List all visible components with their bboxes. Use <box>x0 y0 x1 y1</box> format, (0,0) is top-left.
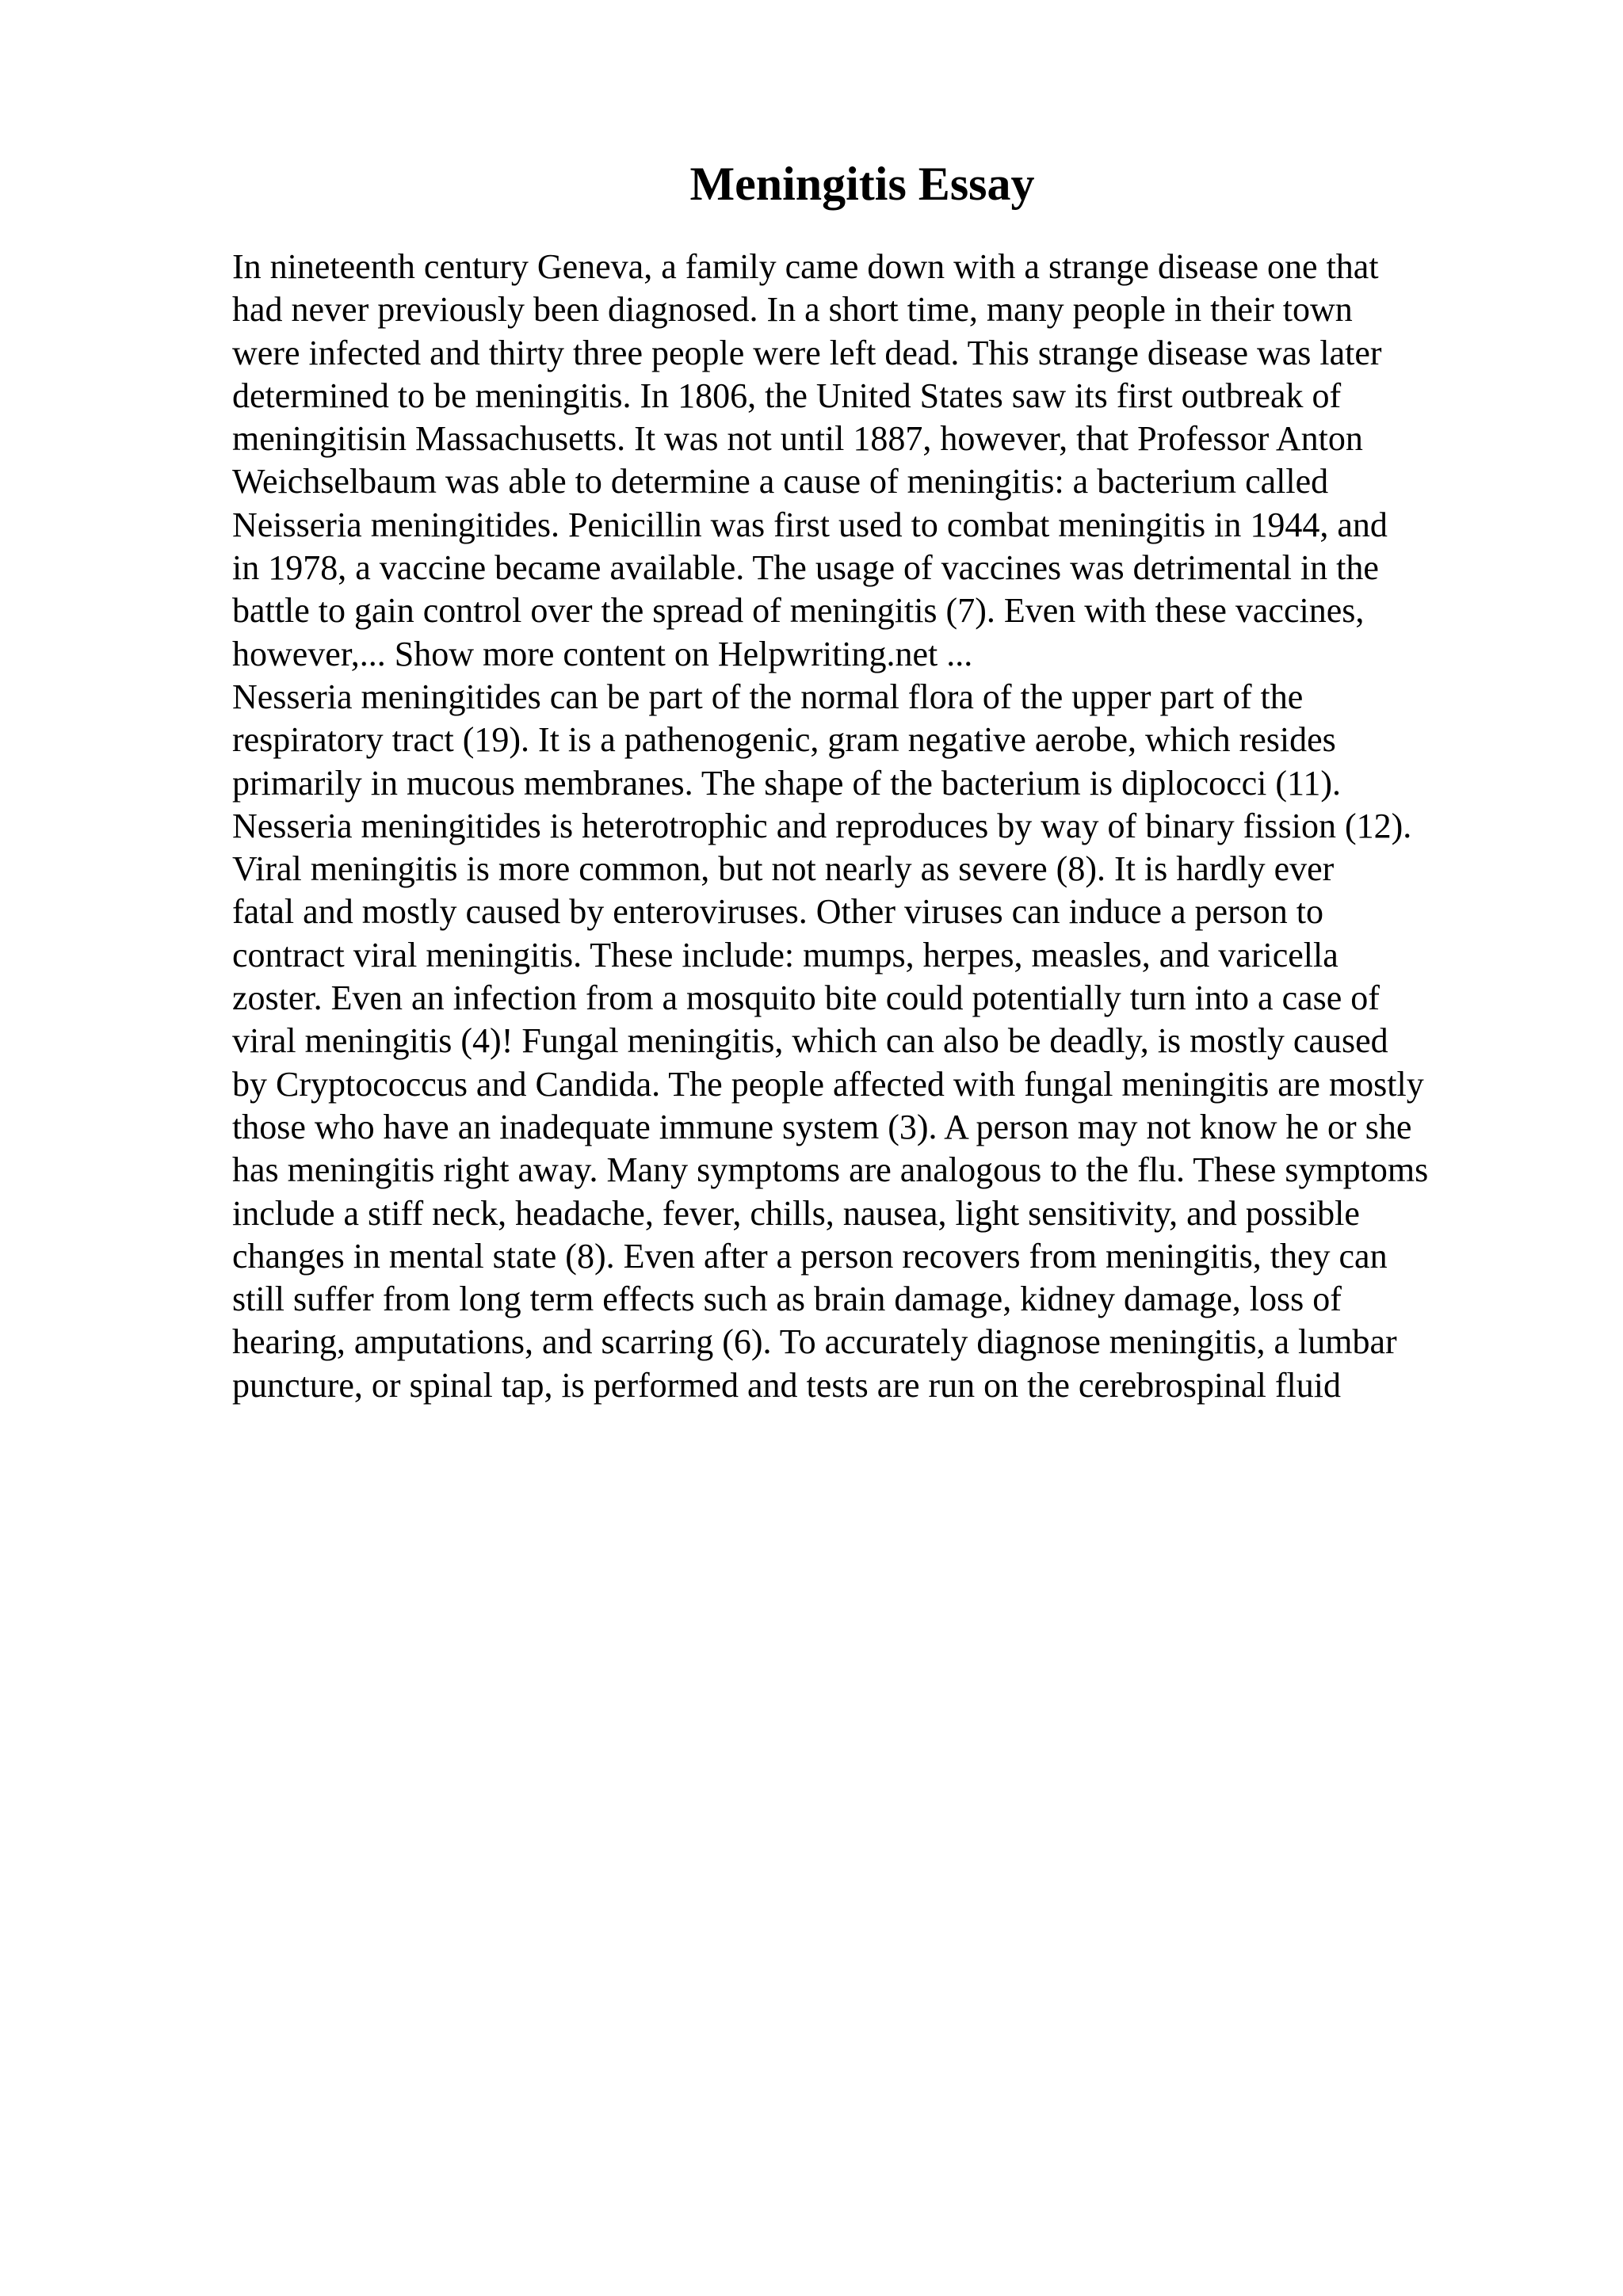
text-line: hearing, amputations, and scarring (6). To accurately diagnose meningitis, a lumbar <box>232 1322 1397 1362</box>
text-line: Neisseria meningitides. Penicillin was first used to combat meningitis in 1944, and <box>232 505 1388 544</box>
text-line: changes in mental state (8). Even after a person recovers from meningitis, they can <box>232 1236 1388 1276</box>
text-line: battle to gain control over the spread of meningitis (7). Even with these vaccines, <box>232 591 1365 631</box>
text-line: Nesseria meningitides can be part of the normal flora of the upper part of the <box>232 677 1304 716</box>
text-line: had never previously been diagnosed. In a short time, many people in their town <box>232 290 1353 330</box>
text-line: Weichselbaum was able to determine a cause of meningitis: a bacterium called <box>232 462 1329 502</box>
text-line: zoster. Even an infection from a mosquito bite could potentially turn into a case of <box>232 978 1380 1018</box>
text-line: by Cryptococcus and Candida. The people affected with fungal meningitis are mostly <box>232 1064 1424 1104</box>
essay-body <box>232 246 1595 1407</box>
text-line: include a stiff neck, headache, fever, chills, nausea, light sensitivity, and possible <box>232 1193 1360 1233</box>
text-line: fatal and mostly caused by enteroviruses. Other viruses can induce a person to <box>232 892 1324 932</box>
text-line: Nesseria meningitides is heterotrophic and reproduces by way of binary fission (12). <box>232 806 1412 845</box>
text-line: still suffer from long term effects such as brain damage, kidney damage, loss of <box>232 1280 1342 1319</box>
text-line: primarily in mucous membranes. The shape of the bacterium is diplococci (11). <box>232 763 1342 803</box>
text-line: Viral meningitis is more common, but not nearly as severe (8). It is hardly ever <box>232 849 1335 889</box>
document-title: Meningitis Essay <box>689 158 1035 210</box>
text-line: meningitisin Massachusetts. It was not until 1887, however, that Professor Anton <box>232 419 1363 459</box>
text-line: those who have an inadequate immune system (3). A person may not know he or she <box>232 1107 1412 1146</box>
text-line: determined to be meningitis. In 1806, the United States saw its first outbreak of <box>232 376 1342 415</box>
text-line: contract viral meningitis. These include: mumps, herpes, measles, and varicella <box>232 935 1338 974</box>
text-line: viral meningitis (4)! Fungal meningitis, which can also be deadly, is mostly caused <box>232 1021 1388 1061</box>
text-line: however,... Show more content on Helpwriting.net ... <box>232 634 973 673</box>
text-line: has meningitis right away. Many symptoms are analogous to the flu. These symptoms <box>232 1150 1429 1190</box>
text-line: In nineteenth century Geneva, a family came down with a strange disease one that <box>232 247 1379 286</box>
text-line: respiratory tract (19). It is a pathenogenic, gram negative aerobe, which resides <box>232 720 1336 760</box>
text-line: were infected and thirty three people were left dead. This strange disease was later <box>232 333 1382 372</box>
text-line: in 1978, a vaccine became available. The usage of vaccines was detrimental in the <box>232 548 1379 588</box>
text-line: puncture, or spinal tap, is performed and tests are run on the cerebrospinal fluid <box>232 1365 1341 1405</box>
